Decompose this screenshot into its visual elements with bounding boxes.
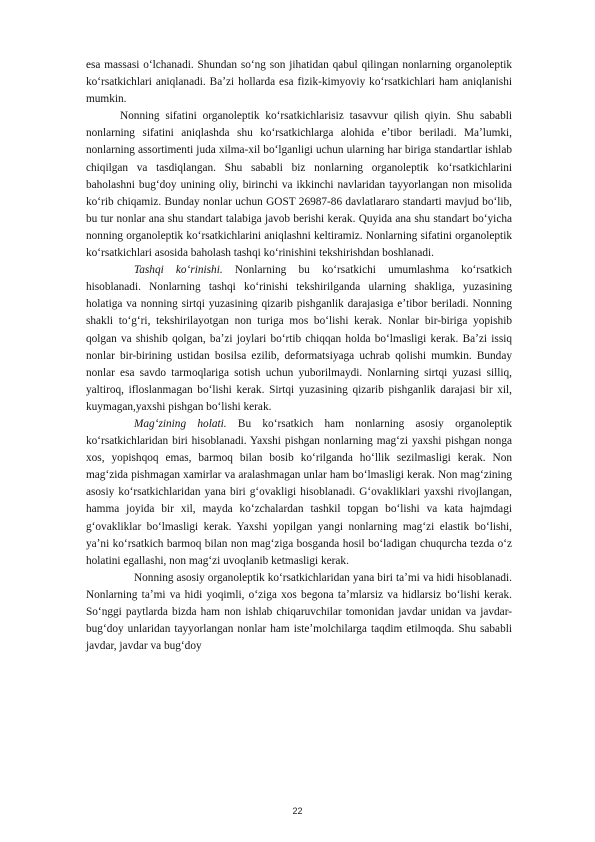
- paragraph-text: Nonlarning bu koʻrsatkichi umumlashma koʻrsatkich hisoblanadi. Nonlarning tashqi koʻrinishi tekshirilganda ularning shakliga, yuzasining holatiga va nonning sirtqi yuzasining qizarib pishganlik darajasiga eʼtibor beriladi. Nonning shakli toʻgʻri, tekshirilayotgan non turiga mos boʻlishi kerak. Nonlar bir-biriga yopishib qolgan va shishib qolgan, baʼzi joylari boʻrtib chiqqan holda boʻlmasligi kerak. Baʼzi issiq nonlar bir-birining ustidan bosilsa ezilib, deformatsiyaga uchrab qolishi mumkin. Bunday nonlar esa savdo tarmoqlariga sotish uchun yuborilmaydi. Nonlarning sirtqi yuzasi silliq, yaltiroq, ifloslanmagan boʻlishi kerak. Sirtqi yuzasining qizarib pishganlik darajasi bir xil, kuymagan,yaxshi pishgan boʻlishi kerak.: [86, 264, 512, 413]
- paragraph-organoleptic-quality: [86, 108, 512, 262]
- paragraph-text: Nonning asosiy organoleptik koʻrsatkichlaridan yana biri taʼmi va hidi hisoblanadi. Nonlarning taʼmi va hidi yoqimli, oʻziga xos begona taʼmlarsiz va hidlarsiz boʻlishi kerak. Soʻnggi paytlarda bizda ham non ishlab chiqaruvchilar tomonidan javdar unidan va javdar-bugʻdoy unlaridan tayyorlangan nonlar ham isteʼmolchilarga taqdim etilmoqda. Shu sababli javdar, javdar va bugʻdoy: [86, 571, 512, 653]
- document-body: [86, 57, 512, 655]
- paragraph-crumb-condition: [86, 416, 512, 570]
- paragraph-text: Bu koʻrsatkich ham nonlarning asosiy organoleptik koʻrsatkichlaridan biri hisoblanadi. Yaxshi pishgan nonlarning magʻzi yaxshi pishgan nonga xos, yopishqoq emas, barmoq bilan bosib koʻrilganda hoʻllik sezilmasligi kerak. Non magʻzida pishmagan xamirlar va aralashmagan unlar ham boʻlmasligi kerak. Non magʻzining asosiy koʻrsatkichlaridan yana biri gʻovakligi hisoblanadi. Gʻovakliklari yaxshi rivojlangan, hamma joyida bir xil, mayda koʻzchalardan tashkil topgan boʻlishi va kata hajmdagi gʻovakliklar boʻlmasligi kerak. Yaxshi yopilgan yangi nonlarning magʻzi elastik boʻlishi, yaʼni koʻrsatkich barmoq bilan non magʻziga bosganda hosil boʻladigan chuqurcha tezda oʻz holatini egallashi, non magʻzi uvoqlanib ketmasligi kerak.: [86, 417, 512, 567]
- paragraph-text: Nonning sifatini organoleptik koʻrsatkichlarisiz tasavvur qilish qiyin. Shu sababli nonlarning sifatini aniqlashda shu koʻrsatkichlarga alohida eʼtibor beriladi. Maʼlumki, nonlarning assortimenti juda xilma-xil boʻlganligi uchun ularning har biriga standartlar ishlab chiqilgan va tasdiqlangan. Shu sababli biz nonlarning organoleptik koʻrsatkichlarini baholashni bugʻdoy unining oliy, birinchi va ikkinchi navlaridan tayyorlangan non misolida koʻrib chiqamiz. Bunday nonlar uchun GOST 26987-86 davlatlararo standarti mavjud boʻlib, bu tur nonlar ana shu standart talabiga javob berishi kerak. Quyida ana shu standart boʻyicha nonning organoleptik koʻrsatkichlarini aniqlashni keltiramiz. Nonlarning sifatini organoleptik koʻrsatkichlari asosida baholash tashqi koʻrinishini tekshirishdan boshlanadi.: [86, 110, 512, 260]
- paragraph-term: Tashqi koʻrinishi.: [134, 264, 223, 277]
- paragraph-term: Magʻzining holati.: [134, 417, 227, 430]
- paragraph-text: esa massasi oʻlchanadi. Shundan soʻng son jihatidan qabul qilingan nonlarning organoleptik koʻrsatkichlari aniqlanadi. Baʼzi hollarda esa fizik-kimyoviy koʻrsatkichlari ham aniqlanishi mumkin.: [86, 59, 512, 106]
- paragraph-external-appearance: [86, 262, 512, 416]
- page-number: 22: [292, 806, 303, 816]
- paragraph-intro-continuation: [86, 57, 512, 108]
- paragraph-taste-and-smell: [86, 570, 512, 655]
